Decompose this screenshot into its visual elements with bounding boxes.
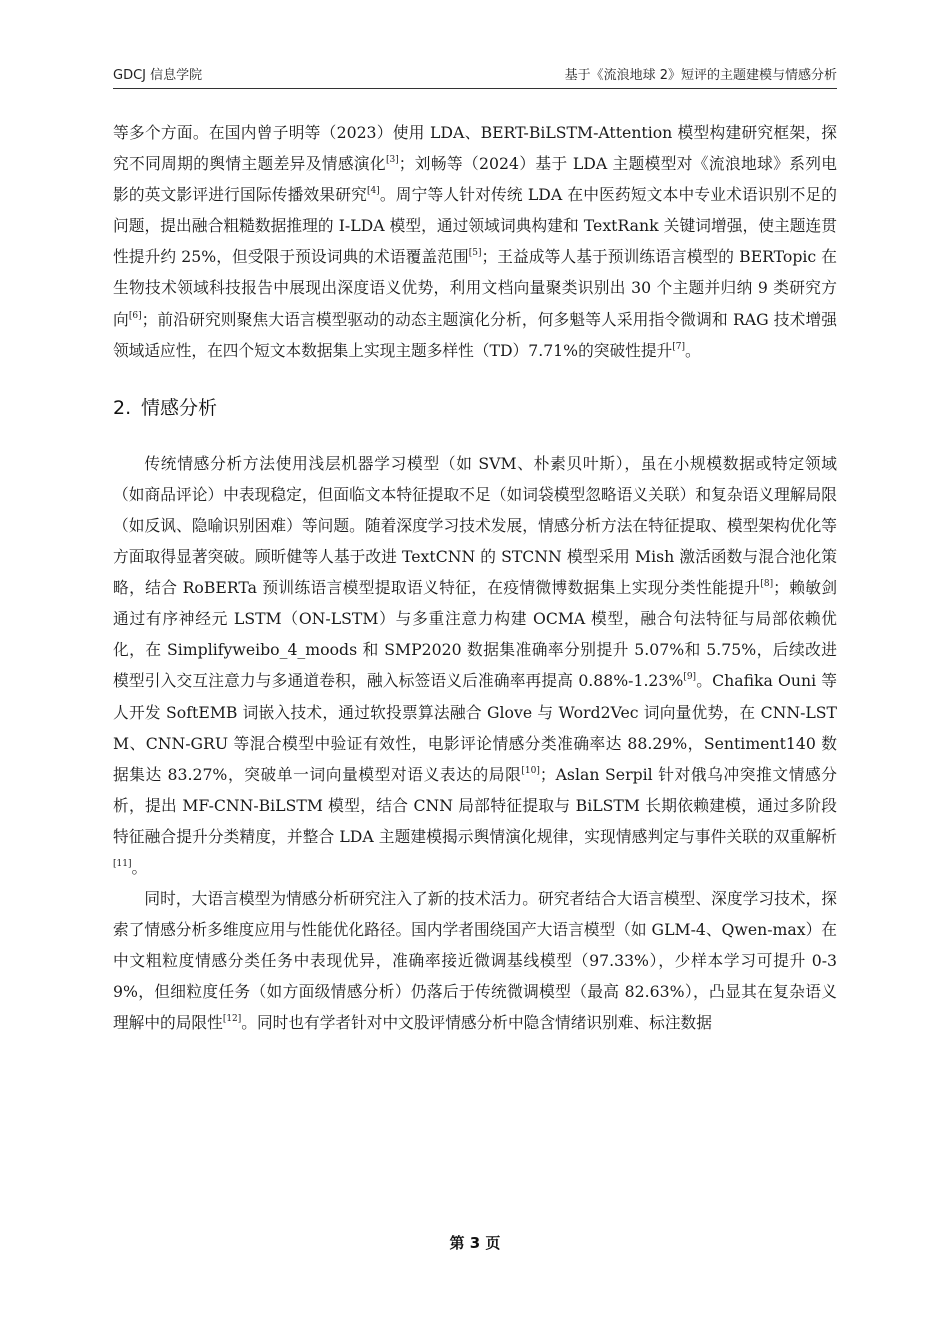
header-paper-title: 基于《流浪地球 2》短评的主题建模与情感分析 xyxy=(564,68,837,83)
citation-marker: [9] xyxy=(683,672,697,683)
page-body xyxy=(113,117,837,1039)
citation-marker: [12] xyxy=(222,1014,242,1025)
text-run: ；刘畅等（2024）基于 LDA 主题模型对《流浪地球》系列电影的英文影评进行国际传播效果研究 xyxy=(113,154,837,205)
citation-marker: [11] xyxy=(113,858,132,869)
text-run: 。同时也有学者针对中文股评情感分析中隐含情绪识别难、标注数据 xyxy=(241,1013,712,1033)
header-institution: GDCJ 信息学院 xyxy=(113,68,203,83)
section-title: 情感分析 xyxy=(141,396,218,419)
citation-marker: [6] xyxy=(128,310,142,321)
page-number: 第 3 页 xyxy=(449,1234,501,1252)
text-run: ；前沿研究则聚焦大语言模型驱动的动态主题演化分析，何多魁等人采用指令微调和 RAG 技术增强领域适应性，在四个短文本数据集上实现主题多样性（TD）7.71%的突破性提升 xyxy=(113,309,837,360)
citation-marker: [7] xyxy=(672,341,685,352)
text-run: ；Aslan Serpil 针对俄乌冲突推文情感分析，提出 MF-CNN-BiLSTM 模型，结合 CNN 局部特征提取与 BiLSTM 长期依赖建模，通过多阶段特征融合提升分类精度，并整合 LDA 主题建模揭示舆情演化规律，实现情感判定与事件关联的双重解析 xyxy=(113,764,837,846)
text-run: 等多个方面。在国内曾子明等（2023）使用 LDA、BERT-BiLSTM-Attention 模型构建研究框架，探究不同周期的舆情主题差异及情感演化 xyxy=(113,123,837,174)
body-paragraph-2 xyxy=(113,448,837,883)
text-run: 传统情感分析方法使用浅层机器学习模型（如 SVM、朴素贝叶斯），虽在小规模数据或特定领域（如商品评论）中表现稳定，但面临文本特征提取不足（如词袋模型忽略语义关联）和复杂语义理解局限（如反讽、隐喻识别困难）等问题。随着深度学习技术发展，情感分析方法在特征提取、模型架构优化等方面取得显著突破。顾昕健等人基于改进 TextCNN 的 STCNN 模型采用 Mish 激活函数与混合池化策略，结合 RoBERTa 预训练语言模型提取语义特征，在疫情微博数据集上实现分类性能提升 xyxy=(113,453,837,598)
text-run: 。周宁等人针对传统 LDA 在中医药短文本中专业术语识别不足的问题，提出融合粗糙数据推理的 I-LDA 模型，通过领域词典构建和 TextRank 关键词增强，使主题连贯性提升约 25%，但受限于预设词典的术语覆盖范围 xyxy=(113,185,837,267)
page-header xyxy=(113,66,837,86)
text-run: 。Chafika Ouni 等人开发 SoftEMB 词嵌入技术，通过软投票算法融合 Glove 与 Word2Vec 词向量优势，在 CNN-LSTM、CNN-GRU 等混合模型中验证有效性，电影评论情感分类准确率达 88.29%，Sentiment140 数据集达 83.27%，突破单一词向量模型对语义表达的局限 xyxy=(113,671,837,784)
citation-marker: [10] xyxy=(521,765,540,776)
text-run: 同时，大语言模型为情感分析研究注入了新的技术活力。研究者结合大语言模型、深度学习技术，探索了情感分析多维度应用与性能优化路径。国内学者围绕国产大语言模型（如 GLM-4、Qwen-max）在中文粗粒度情感分类任务中表现优异，准确率接近微调基线模型（97.33%），少样本学习可提升 0-39%，但细粒度任务（如方面级情感分析）仍落后于传统微调模型（最高 82.63%），凸显其在复杂语义理解中的局限性 xyxy=(113,889,837,1033)
text-run: 。 xyxy=(131,857,148,877)
citation-marker: [8] xyxy=(760,579,774,590)
citation-marker: [4] xyxy=(366,186,380,197)
section-heading xyxy=(113,388,837,428)
body-paragraph-3 xyxy=(113,883,837,1038)
body-paragraph-1 xyxy=(113,117,837,366)
text-run: 。 xyxy=(684,340,701,360)
text-run: ；赖敏剑通过有序神经元 LSTM（ON-LSTM）与多重注意力构建 OCMA 模型，融合句法特征与局部依赖优化，在 Simplifyweibo_4_moods 和 SMP2020 数据集准确率分别提升 5.07%和 5.75%，后续改进模型引入交互注意力与多通道卷积，融入标签语义后准确率再提高 0.88%-1.23% xyxy=(113,578,838,691)
citation-marker: [5] xyxy=(468,248,482,259)
text-run: ；王益成等人基于预训练语言模型的 BERTopic 在生物技术领域科技报告中展现出深度语义优势，利用文档向量聚类识别出 30 个主题并归纳 9 类研究方向 xyxy=(113,247,837,329)
citation-marker: [3] xyxy=(386,155,399,166)
section-number: 2. xyxy=(113,396,132,419)
header-divider xyxy=(113,88,837,89)
